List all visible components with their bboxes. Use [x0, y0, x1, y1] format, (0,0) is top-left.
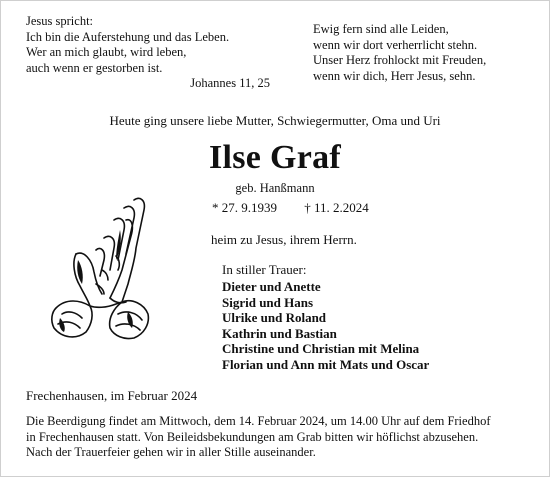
mourners-list [222, 279, 429, 373]
burial-line: Nach der Trauerfeier gehen wir in aller Stille auseinander. [26, 445, 316, 460]
verse-line: auch wenn er gestorben ist. [26, 60, 163, 75]
praying-hands-icon [36, 190, 176, 350]
verse-reference: Johannes 11, 25 [190, 76, 270, 91]
mourner-line: Florian und Ann mit Mats und Oscar [222, 356, 430, 372]
mourner-line: Kathrin und Bastian [222, 325, 337, 341]
hymn-line: Ewig fern sind alle Leiden, [313, 22, 449, 36]
life-dates [212, 200, 393, 216]
mourner-line: Ulrike und Roland [222, 310, 327, 326]
hymn-verse [313, 22, 543, 84]
burial-line: Die Beerdigung findet am Mittwoch, dem 14. Februar 2024, um 14.00 Uhr auf dem Friedhof [26, 414, 491, 428]
place-date: Frechenhausen, im Februar 2024 [26, 388, 198, 403]
hymn-line: Unser Herz frohlockt mit Freuden, [313, 53, 487, 68]
verse-line: Ich bin die Auferstehung und das Leben. [26, 29, 230, 44]
mourning-title: In stiller Trauer: [222, 262, 307, 277]
birth-date: * 27. 9.1939 [212, 200, 277, 215]
mourner-line: Christine und Christian mit Melina [222, 341, 420, 357]
verse-line: Wer an mich glaubt, wird leben, [26, 45, 187, 60]
death-date: † 11. 2.2024 [304, 200, 369, 215]
heim-text: heim zu Jesus, ihrem Herrn. [211, 232, 357, 247]
hymn-line: wenn wir dort verherrlicht stehn. [313, 37, 478, 52]
intro-text: Heute ging unsere liebe Mutter, Schwiegermutter, Oma und Uri [109, 113, 441, 128]
birth-name: geb. Hanßmann [235, 181, 315, 195]
mourner-line: Sigrid und Hans [222, 294, 314, 310]
burial-info [26, 414, 536, 461]
hymn-line: wenn wir dich, Herr Jesus, sehn. [313, 68, 476, 83]
mourner-line: Dieter und Anette [222, 279, 321, 294]
deceased-name: Ilse Graf [208, 139, 342, 176]
burial-line: in Frechenhausen statt. Von Beileidsbekundungen am Grab bitten wir höflichst abzusehen. [26, 429, 479, 444]
bible-verse [26, 14, 276, 92]
verse-line: Jesus spricht: [26, 14, 94, 28]
